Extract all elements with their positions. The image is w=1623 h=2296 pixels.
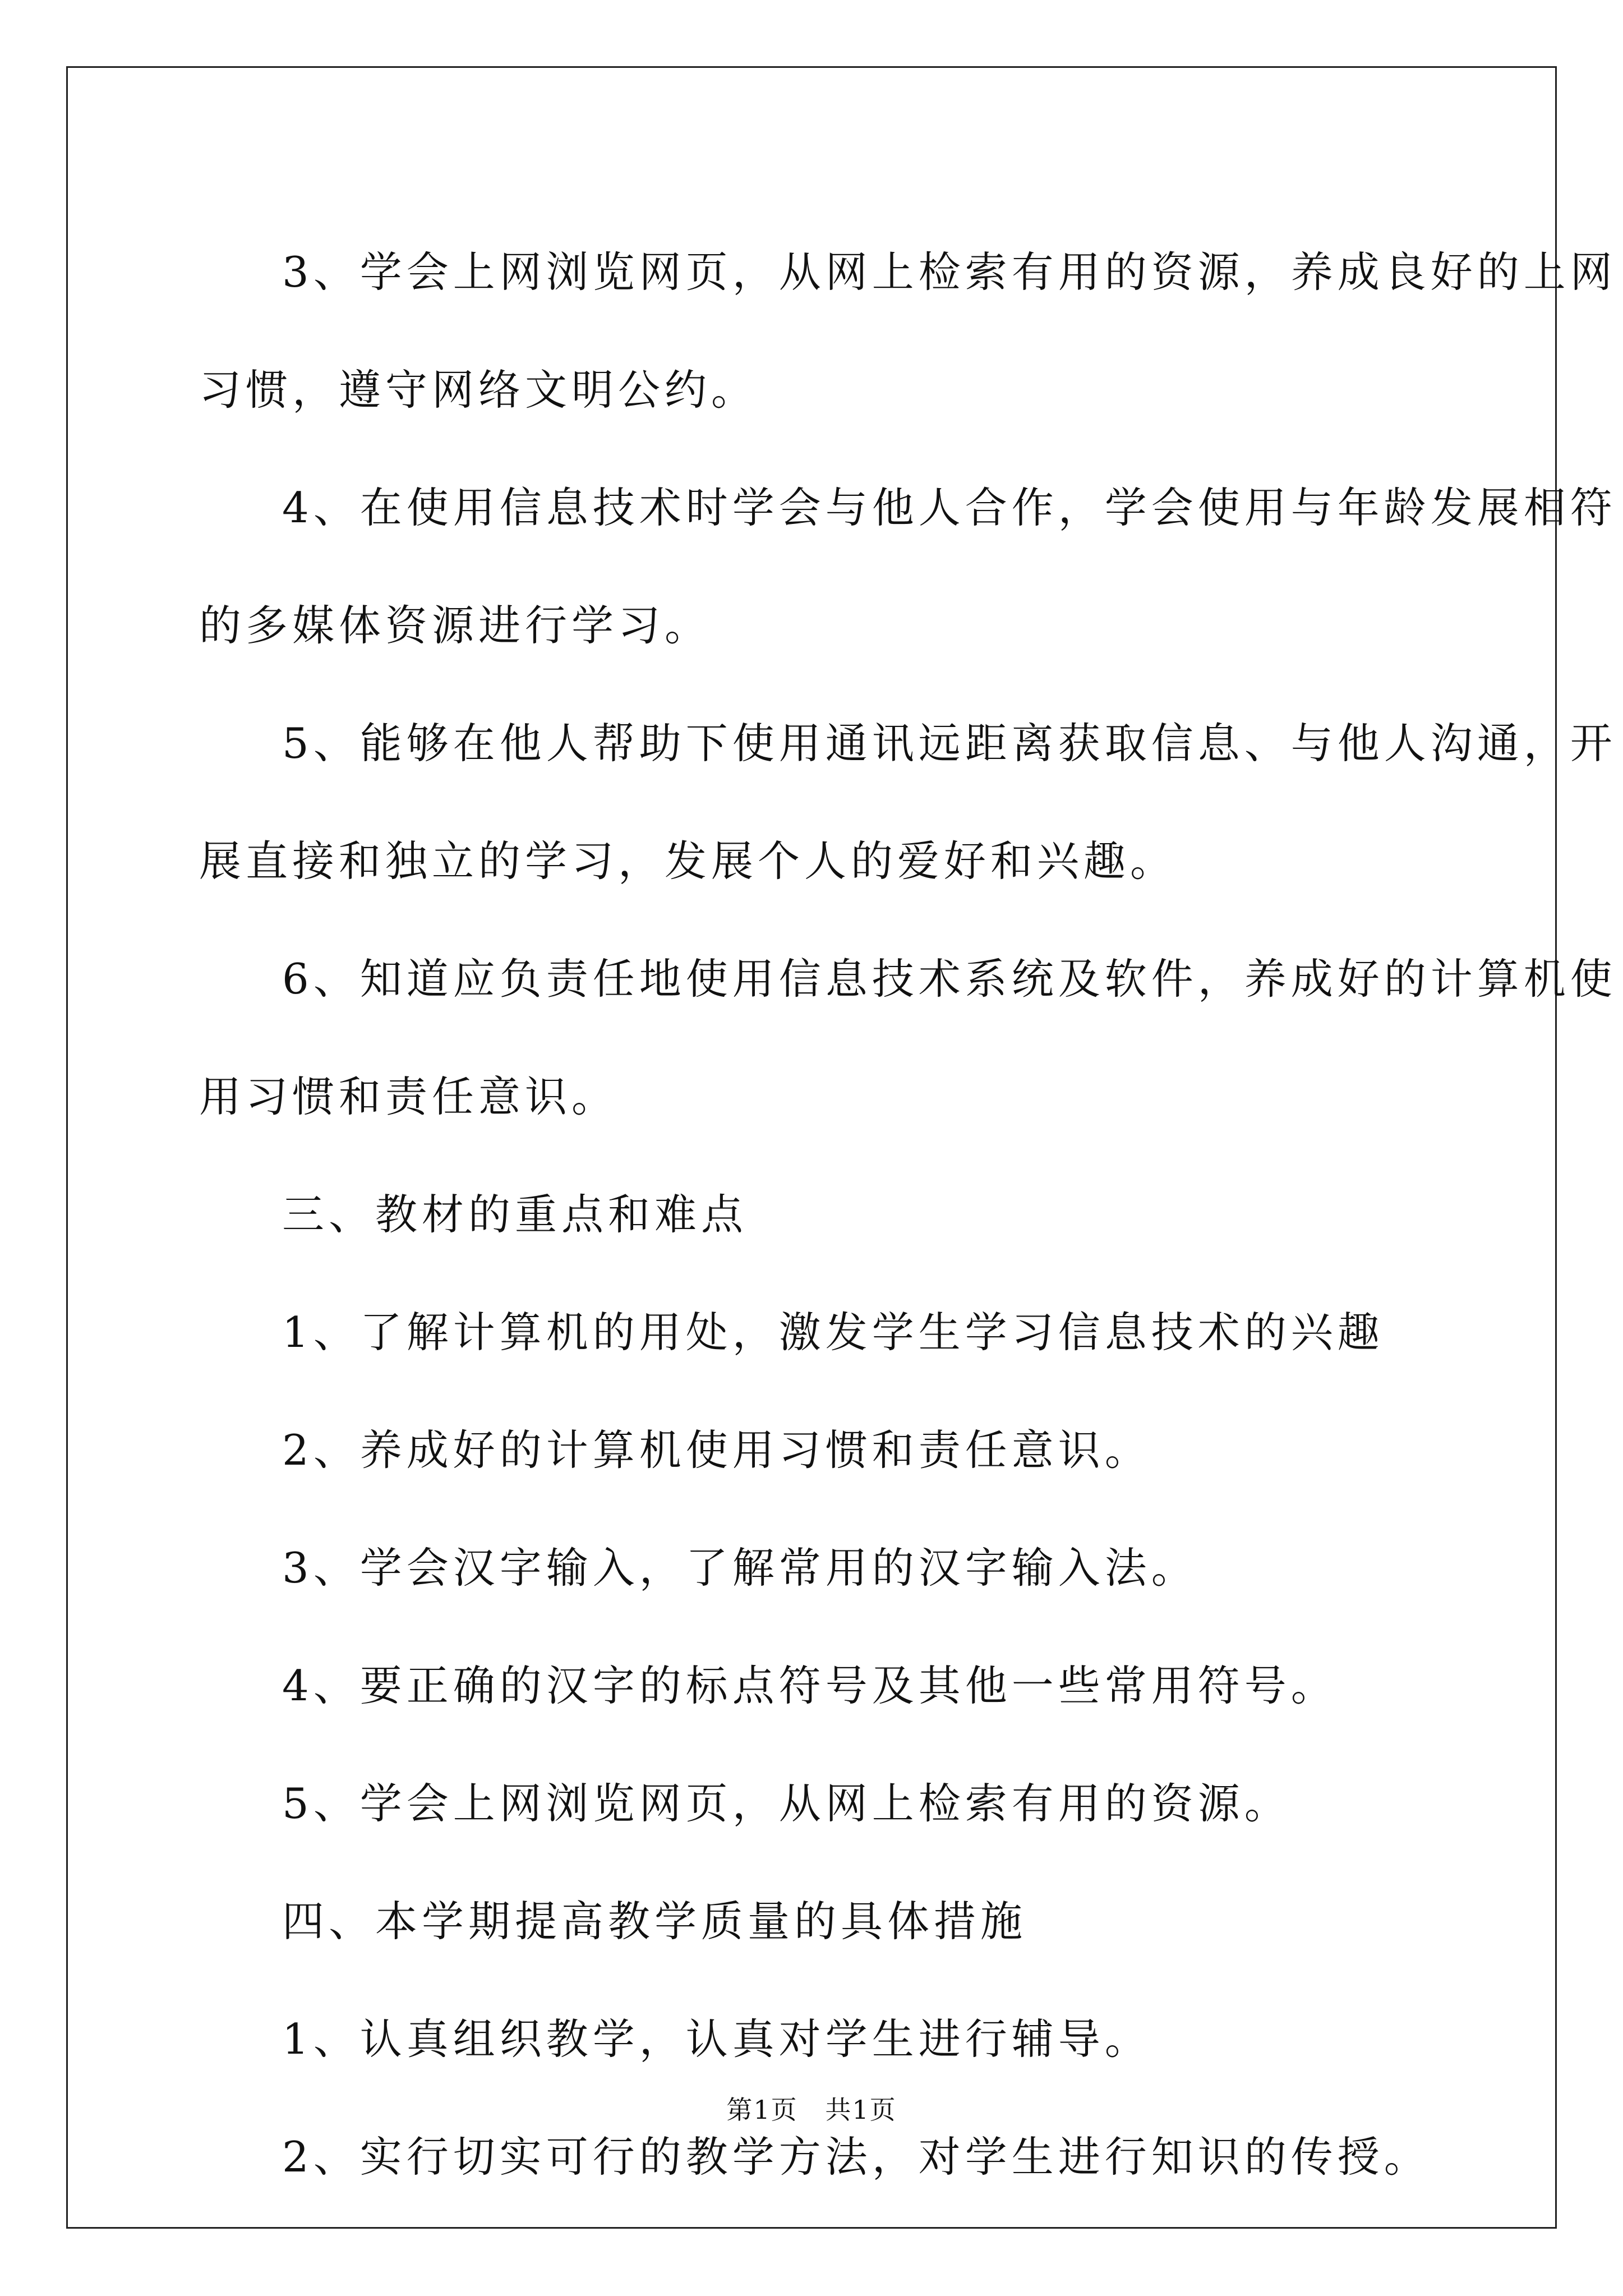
keypoint-4: 4、要正确的汉字的标点符号及其他一些常用符号。 xyxy=(282,1661,1338,1710)
paragraph-4-line-1: 4、在使用信息技术时学会与他人合作，学会使用与年龄发展相符 xyxy=(282,483,1617,532)
document-body xyxy=(199,213,1617,2216)
keypoint-2: 2、养成好的计算机使用习惯和责任意识。 xyxy=(282,1425,1151,1475)
keypoint-1: 1、了解计算机的用处，激发学生学习信息技术的兴趣 xyxy=(282,1308,1384,1357)
section-heading-3: 三、教材的重点和难点 xyxy=(282,1190,748,1239)
measure-1: 1、认真组织教学，认真对学生进行辅导。 xyxy=(282,2014,1151,2064)
paragraph-5-line-2: 展直接和独立的学习，发展个人的爱好和兴趣。 xyxy=(199,836,1177,886)
paragraph-5-line-1: 5、能够在他人帮助下使用通讯远距离获取信息、与他人沟通，开 xyxy=(282,719,1617,768)
paragraph-6-line-1: 6、知道应负责任地使用信息技术系统及软件，养成好的计算机使 xyxy=(282,954,1617,1004)
measure-2: 2、实行切实可行的教学方法，对学生进行知识的传授。 xyxy=(282,2132,1431,2182)
paragraph-3-line-2: 习惯，遵守网络文明公约。 xyxy=(199,365,758,415)
keypoint-3: 3、学会汉字输入，了解常用的汉字输入法。 xyxy=(282,1543,1198,1593)
page-footer xyxy=(0,2090,1623,2127)
section-heading-4: 四、本学期提高教学质量的具体措施 xyxy=(282,1897,1027,1946)
paragraph-6-line-2: 用习惯和责任意识。 xyxy=(199,1072,619,1121)
keypoint-5: 5、学会上网浏览网页，从网上检索有用的资源。 xyxy=(282,1779,1291,1828)
paragraph-3-line-1: 3、学会上网浏览网页，从网上检索有用的资源，养成良好的上网 xyxy=(282,247,1617,297)
paragraph-4-line-2: 的多媒体资源进行学习。 xyxy=(199,601,712,650)
page-number-total: 共1页 xyxy=(825,2095,897,2125)
page-number-current: 第1页 xyxy=(726,2095,798,2125)
